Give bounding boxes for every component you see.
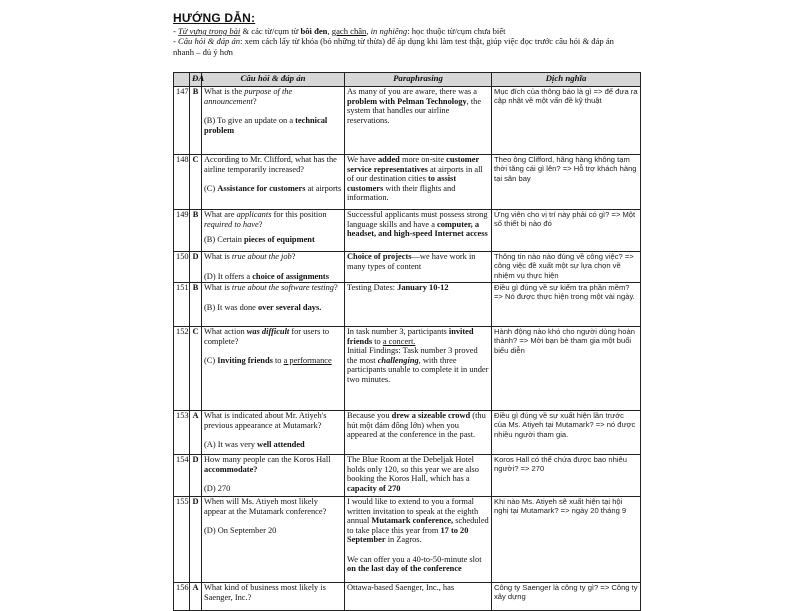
header-question: Câu hỏi & đáp án <box>202 73 345 87</box>
question-cell: What kind of business most likely is Saenger, Inc.? <box>202 583 345 611</box>
question-cell: What action was difficult for users to complete? (C) Inviting friends to a performance <box>202 327 345 411</box>
translation-cell: Ứng viên cho vị trí này phải có gì? => Một số thiết bị nào đó <box>492 210 641 252</box>
paraphrasing-cell: Ottawa-based Saenger, Inc., has <box>345 583 492 611</box>
header-translation: Dịch nghĩa <box>492 73 641 87</box>
guide-line-questions: - Câu hỏi & đáp án: xem cách lấy từ khóa (bỏ những từ thừa) để áp dụng khi làm test thật, giúp việc đọc trước câu hỏi & đáp án nhanh – đủ ý hơn <box>173 36 614 57</box>
header-paraphrasing: Paraphrasing <box>345 73 492 87</box>
question-number: 153 <box>174 411 190 455</box>
translation-cell: Khi nào Ms. Atiyeh sẽ xuất hiện tại hội nghị tại Mutamark? => ngày 20 tháng 9 <box>492 497 641 583</box>
table-row <box>174 327 641 411</box>
question-cell: What is indicated about Mr. Atiyeh's previous appearance at Mutamark? (A) It was very well attended <box>202 411 345 455</box>
paraphrasing-cell: The Blue Room at the Debeljak Hotel holds only 120, so this year we are also booking the Koros Hall, which has a capacity of 270 <box>345 455 492 497</box>
answer-letter: A <box>190 411 202 455</box>
answer-letter: D <box>190 497 202 583</box>
question-cell: What is true about the software testing? (B) It was done over several days. <box>202 283 345 327</box>
question-cell: According to Mr. Clifford, what has the airline temporarily increased? (C) Assistance for customers at airports <box>202 155 345 210</box>
question-cell: What is true about the job? (D) It offers a choice of assignments <box>202 252 345 283</box>
question-cell: What are applicants for this position required to have? (B) Certain pieces of equipment <box>202 210 345 252</box>
table-row <box>174 87 641 155</box>
paraphrasing-cell: I would like to extend to you a formal written invitation to speak at the eighth annual Mutamark conference, scheduled to take place this year from 17 to 20 September in Zagros. We can offer you a 40-to-50-minute slot on the last day of the conference <box>345 497 492 583</box>
header-number <box>174 73 190 87</box>
paraphrasing-cell: We have added more on-site customer service representatives at airports in all of our destination cities to assist customers with their flights and information. <box>345 155 492 210</box>
question-cell: When will Ms. Atiyeh most likely appear at the Mutamark conference? (D) On September 20 <box>202 497 345 583</box>
answer-letter: D <box>190 455 202 497</box>
table-row <box>174 411 641 455</box>
translation-cell: Koros Hall có thể chứa được bao nhiêu người? => 270 <box>492 455 641 497</box>
header-answer: ĐA <box>190 73 202 87</box>
paraphrasing-cell: Because you drew a sizeable crowd (thu hút một đám đông lớn) when you appeared at the conference in the past. <box>345 411 492 455</box>
question-cell: What is the purpose of the announcement? (B) To give an update on a technical problem <box>202 87 345 155</box>
answer-letter: A <box>190 583 202 611</box>
translation-cell: Thông tin nào nào đúng về công việc? => công việc đề xuất một sự lựa chọn về nhiệm vụ thực hiện <box>492 252 641 283</box>
answer-letter: C <box>190 155 202 210</box>
table-row <box>174 497 641 583</box>
question-number: 147 <box>174 87 190 155</box>
answer-letter: B <box>190 283 202 327</box>
translation-cell: Công ty Saenger là công ty gì? => Công ty xây dựng <box>492 583 641 611</box>
paraphrasing-cell: In task number 3, participants invited friends to a concert. Initial Findings: Task number 3 proved the most challenging, with three participants unable to complete it in under two minutes. <box>345 327 492 411</box>
translation-cell: Hành động nào khó cho người dùng hoàn thành? => Mời bạn bè tham gia một buổi biểu diễn <box>492 327 641 411</box>
table-header-row <box>174 73 641 87</box>
question-number: 148 <box>174 155 190 210</box>
paraphrasing-cell: Choice of projects—we have work in many types of content <box>345 252 492 283</box>
question-number: 156 <box>174 583 190 611</box>
qa-table <box>173 72 641 611</box>
question-number: 154 <box>174 455 190 497</box>
translation-cell: Điều gì đúng về sự xuất hiện lần trước của Ms. Atiyeh tại Mutamark? => nó được nhiều người tham gia. <box>492 411 641 455</box>
table-row <box>174 252 641 283</box>
paraphrasing-cell: Testing Dates: January 10-12 <box>345 283 492 327</box>
guide-line-vocabulary: - Từ vựng trong bài & các từ/cụm từ bôi đen, gạch chân, in nghiêng: học thuộc từ/cụm chưa biết <box>173 26 506 36</box>
translation-cell: Mục đích của thông báo là gì => để đưa ra cập nhật về một vấn đề kỹ thuật <box>492 87 641 155</box>
guide-title: HƯỚNG DẪN: <box>173 11 256 25</box>
question-number: 151 <box>174 283 190 327</box>
paraphrasing-cell: Successful applicants must possess strong language skills and have a computer, a headset, and high-speed Internet access <box>345 210 492 252</box>
question-cell: How many people can the Koros Hall accommodate? (D) 270 <box>202 455 345 497</box>
guide-section <box>173 11 633 57</box>
table-row <box>174 583 641 611</box>
question-number: 149 <box>174 210 190 252</box>
table-row <box>174 455 641 497</box>
answer-letter: B <box>190 87 202 155</box>
table-row <box>174 283 641 327</box>
translation-cell: Điều gì đúng về sự kiểm tra phần mềm? => Nó được thực hiện trong một vài ngày. <box>492 283 641 327</box>
table-row <box>174 210 641 252</box>
answer-letter: B <box>190 210 202 252</box>
answer-letter: D <box>190 252 202 283</box>
question-number: 155 <box>174 497 190 583</box>
question-number: 150 <box>174 252 190 283</box>
table-row <box>174 155 641 210</box>
paraphrasing-cell: As many of you are aware, there was a problem with Pelman Technology, the system that handles our airline reservations. <box>345 87 492 155</box>
question-number: 152 <box>174 327 190 411</box>
answer-letter: C <box>190 327 202 411</box>
translation-cell: Theo ông Clifford, hãng hàng không tạm thời tăng cái gì lên? => Hỗ trợ khách hàng tại sân bay <box>492 155 641 210</box>
